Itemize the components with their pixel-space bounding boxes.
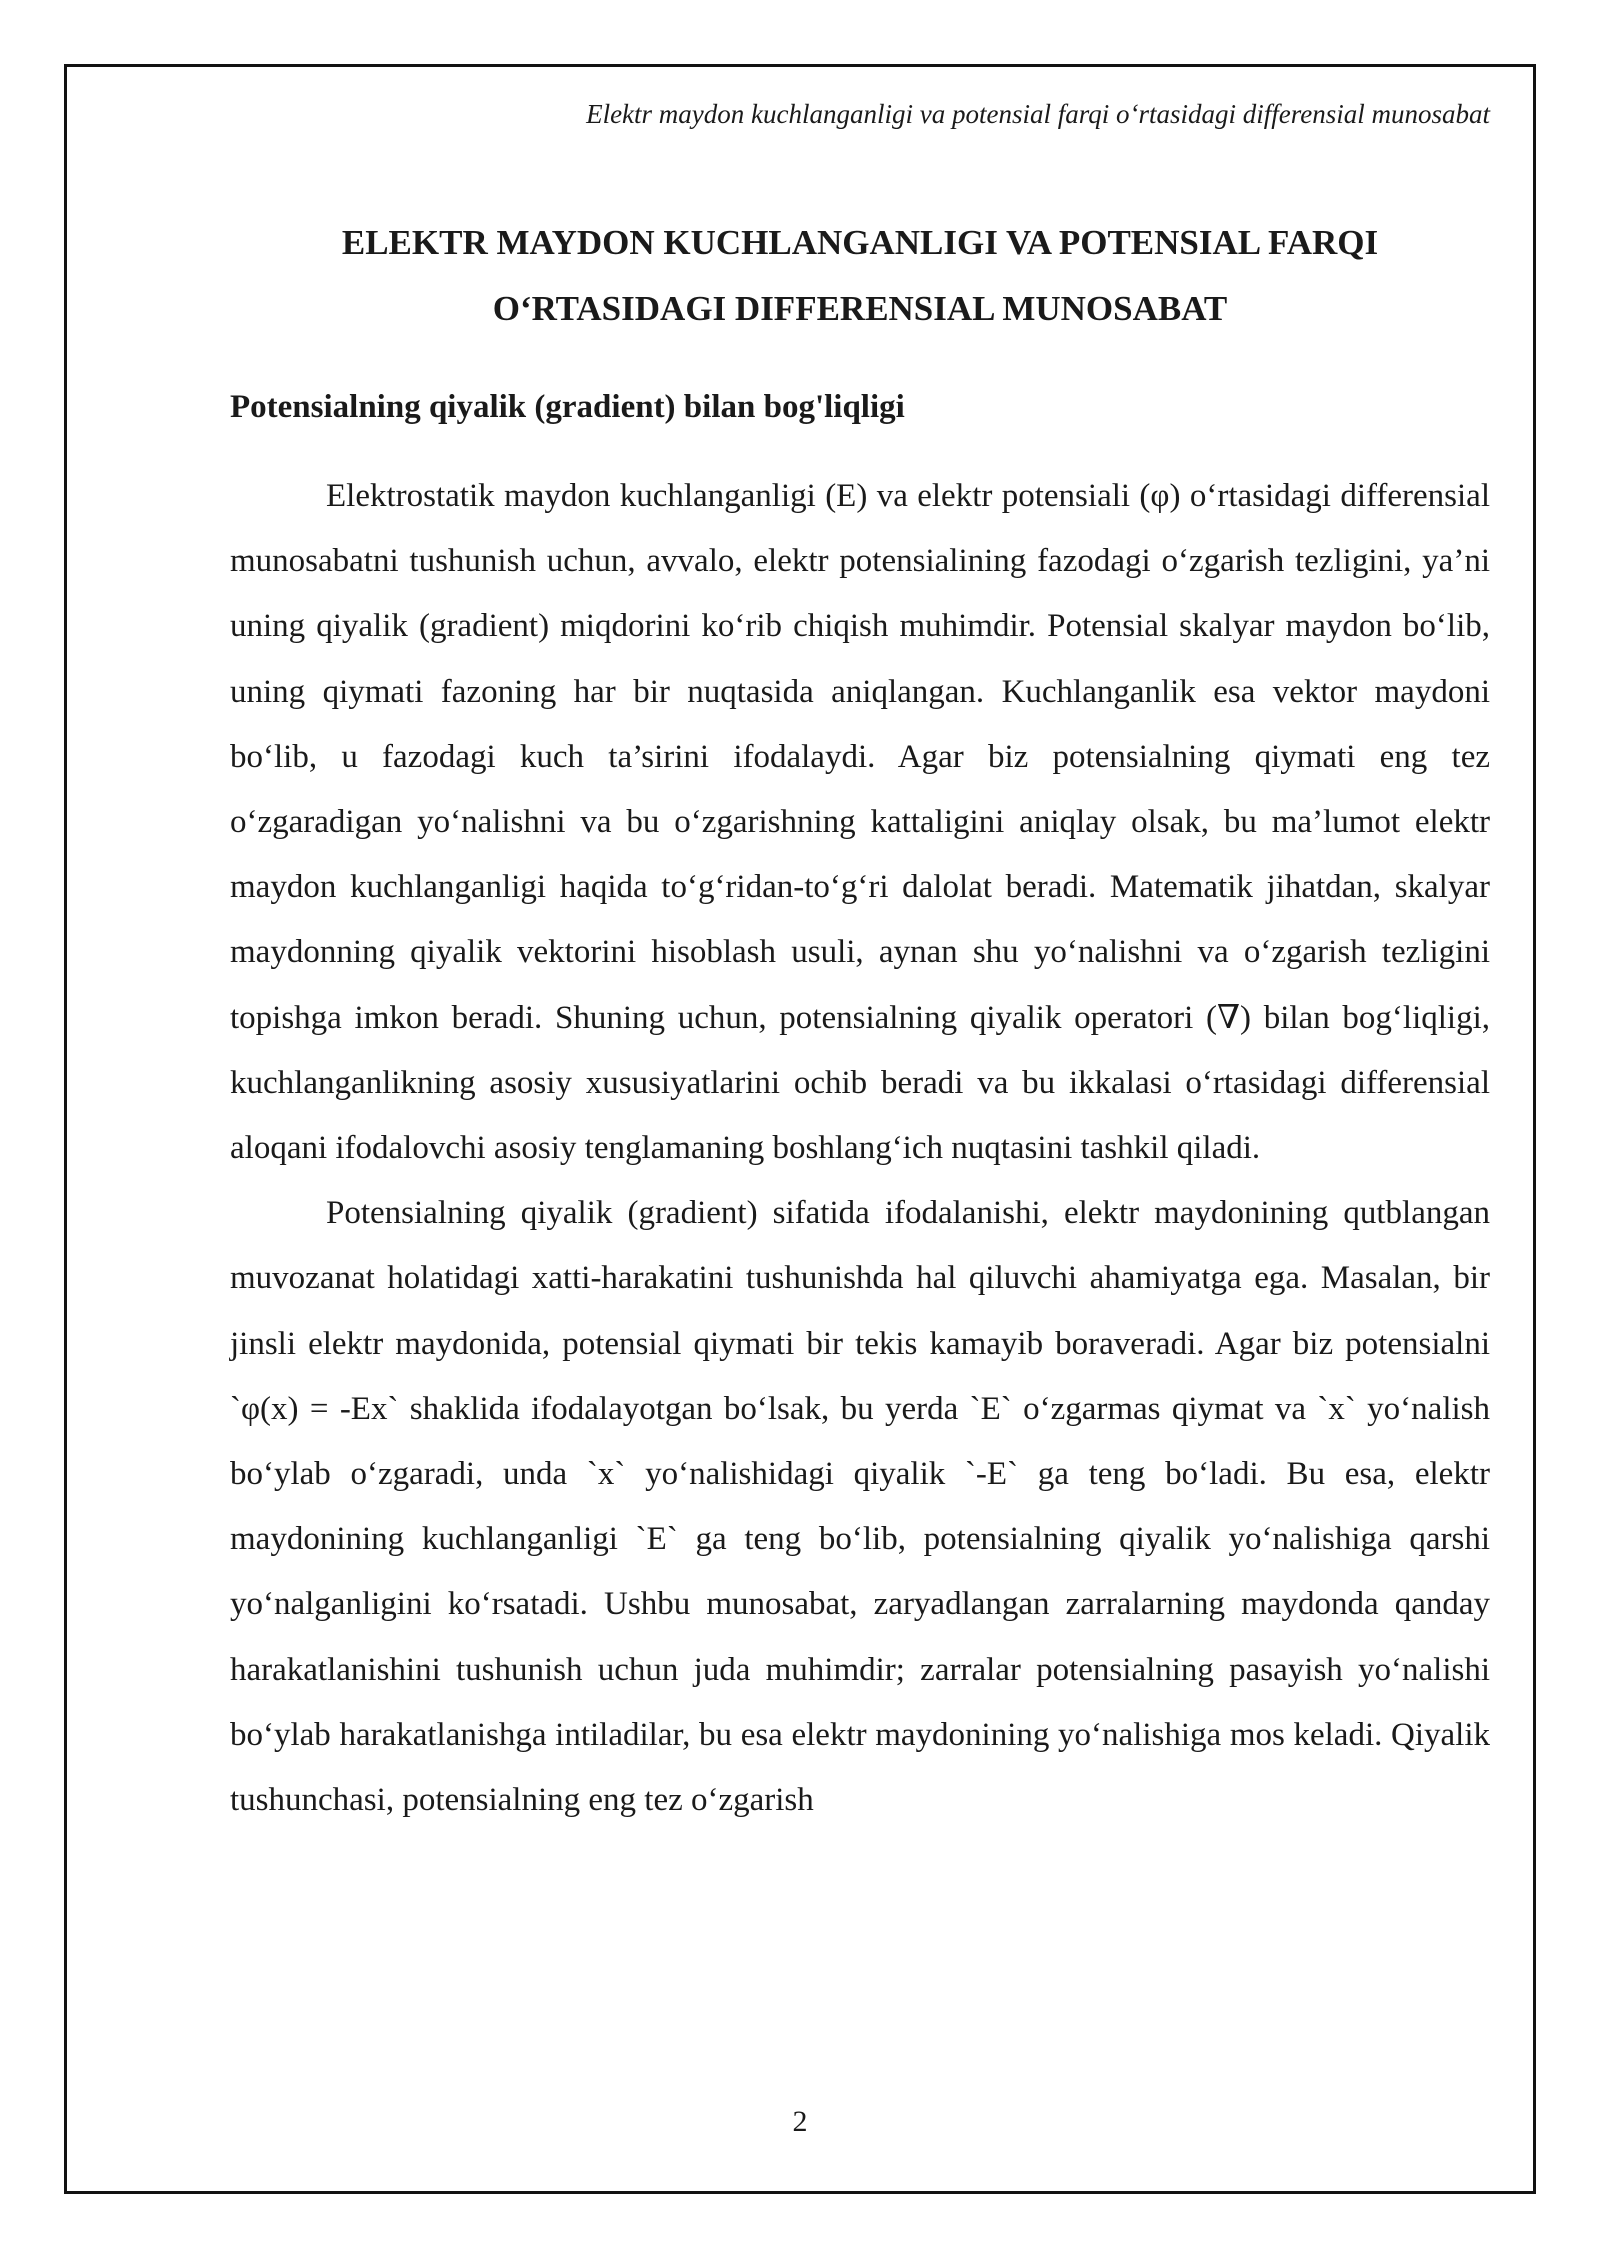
document-title-line-1: ELEKTR MAYDON KUCHLANGANLIGI VA POTENSIAL FARQI <box>341 223 1379 262</box>
running-header: Elektr maydon kuchlanganligi va potensial farqi o‘rtasidagi differensial munosabat <box>586 99 1490 129</box>
section-heading: Potensialning qiyalik (gradient) bilan bog'liqligi <box>230 389 905 425</box>
document-title <box>230 210 1490 342</box>
body-text <box>230 464 1490 1833</box>
paragraph-1: Elektrostatik maydon kuchlanganligi (E) va elektr potensiali (φ) o‘rtasidagi differensial munosabatni tushunish uchun, avvalo, elektr potensialining fazodagi o‘zgarish tezligini, ya’ni uning qiyalik (gradient) miqdorini ko‘rib chiqish muhimdir. Potensial skalyar maydon bo‘lib, uning qiymati fazoning har bir nuqtasida aniqlangan. Kuchlanganlik esa vektor maydoni bo‘lib, u fazodagi kuch ta’sirini ifodalaydi. Agar biz potensialning qiymati eng tez o‘zgaradigan yo‘nalishni va bu o‘zgarishning kattaligini aniqlay olsak, bu ma’lumot elektr maydon kuchlanganligi haqida to‘g‘ridan-to‘g‘ri dalolat beradi. Matematik jihatdan, skalyar maydonning qiyalik vektorini hisoblash usuli, aynan shu yo‘nalishni va o‘zgarish tezligini topishga imkon beradi. Shuning uchun, potensialning qiyalik operatori (∇) bilan bog‘liqligi, kuchlanganlikning asosiy xususiyatlarini ochib beradi va bu ikkalasi o‘rtasidagi differensial aloqani ifodalovchi asosiy tenglamaning boshlang‘ich nuqtasini tashkil qiladi. <box>230 478 1490 1167</box>
paragraph-2: Potensialning qiyalik (gradient) sifatida ifodalanishi, elektr maydonining qutblangan muvozanat holatidagi xatti-harakatini tushunishda hal qiluvchi ahamiyatga ega. Masalan, bir jinsli elektr maydonida, potensial qiymati bir tekis kamayib boraveradi. Agar biz potensialni `φ(x) = -Ex` shaklida ifodalayotgan bo‘lsak, bu yerda `E` o‘zgarmas qiymat va `x` yo‘nalish bo‘ylab o‘zgaradi, unda `x` yo‘nalishidagi qiyalik `-E` ga teng bo‘ladi. Bu esa, elektr maydonining kuchlanganligi `E` ga teng bo‘lib, potensialning qiyalik yo‘nalishiga qarshi yo‘nalganligini ko‘rsatadi. Ushbu munosabat, zaryadlangan zarralarning maydonda qanday harakatlanishini tushunish uchun juda muhimdir; zarralar potensialning pasayish yo‘nalishi bo‘ylab harakatlanishga intiladilar, bu esa elektr maydonining yo‘nalishiga mos keladi. Qiyalik tushunchasi, potensialning eng tez o‘zgarish <box>230 1195 1490 1819</box>
document-title-line-2: O‘RTASIDAGI DIFFERENSIAL MUNOSABAT <box>492 289 1228 328</box>
page-number: 2 <box>792 2105 808 2138</box>
